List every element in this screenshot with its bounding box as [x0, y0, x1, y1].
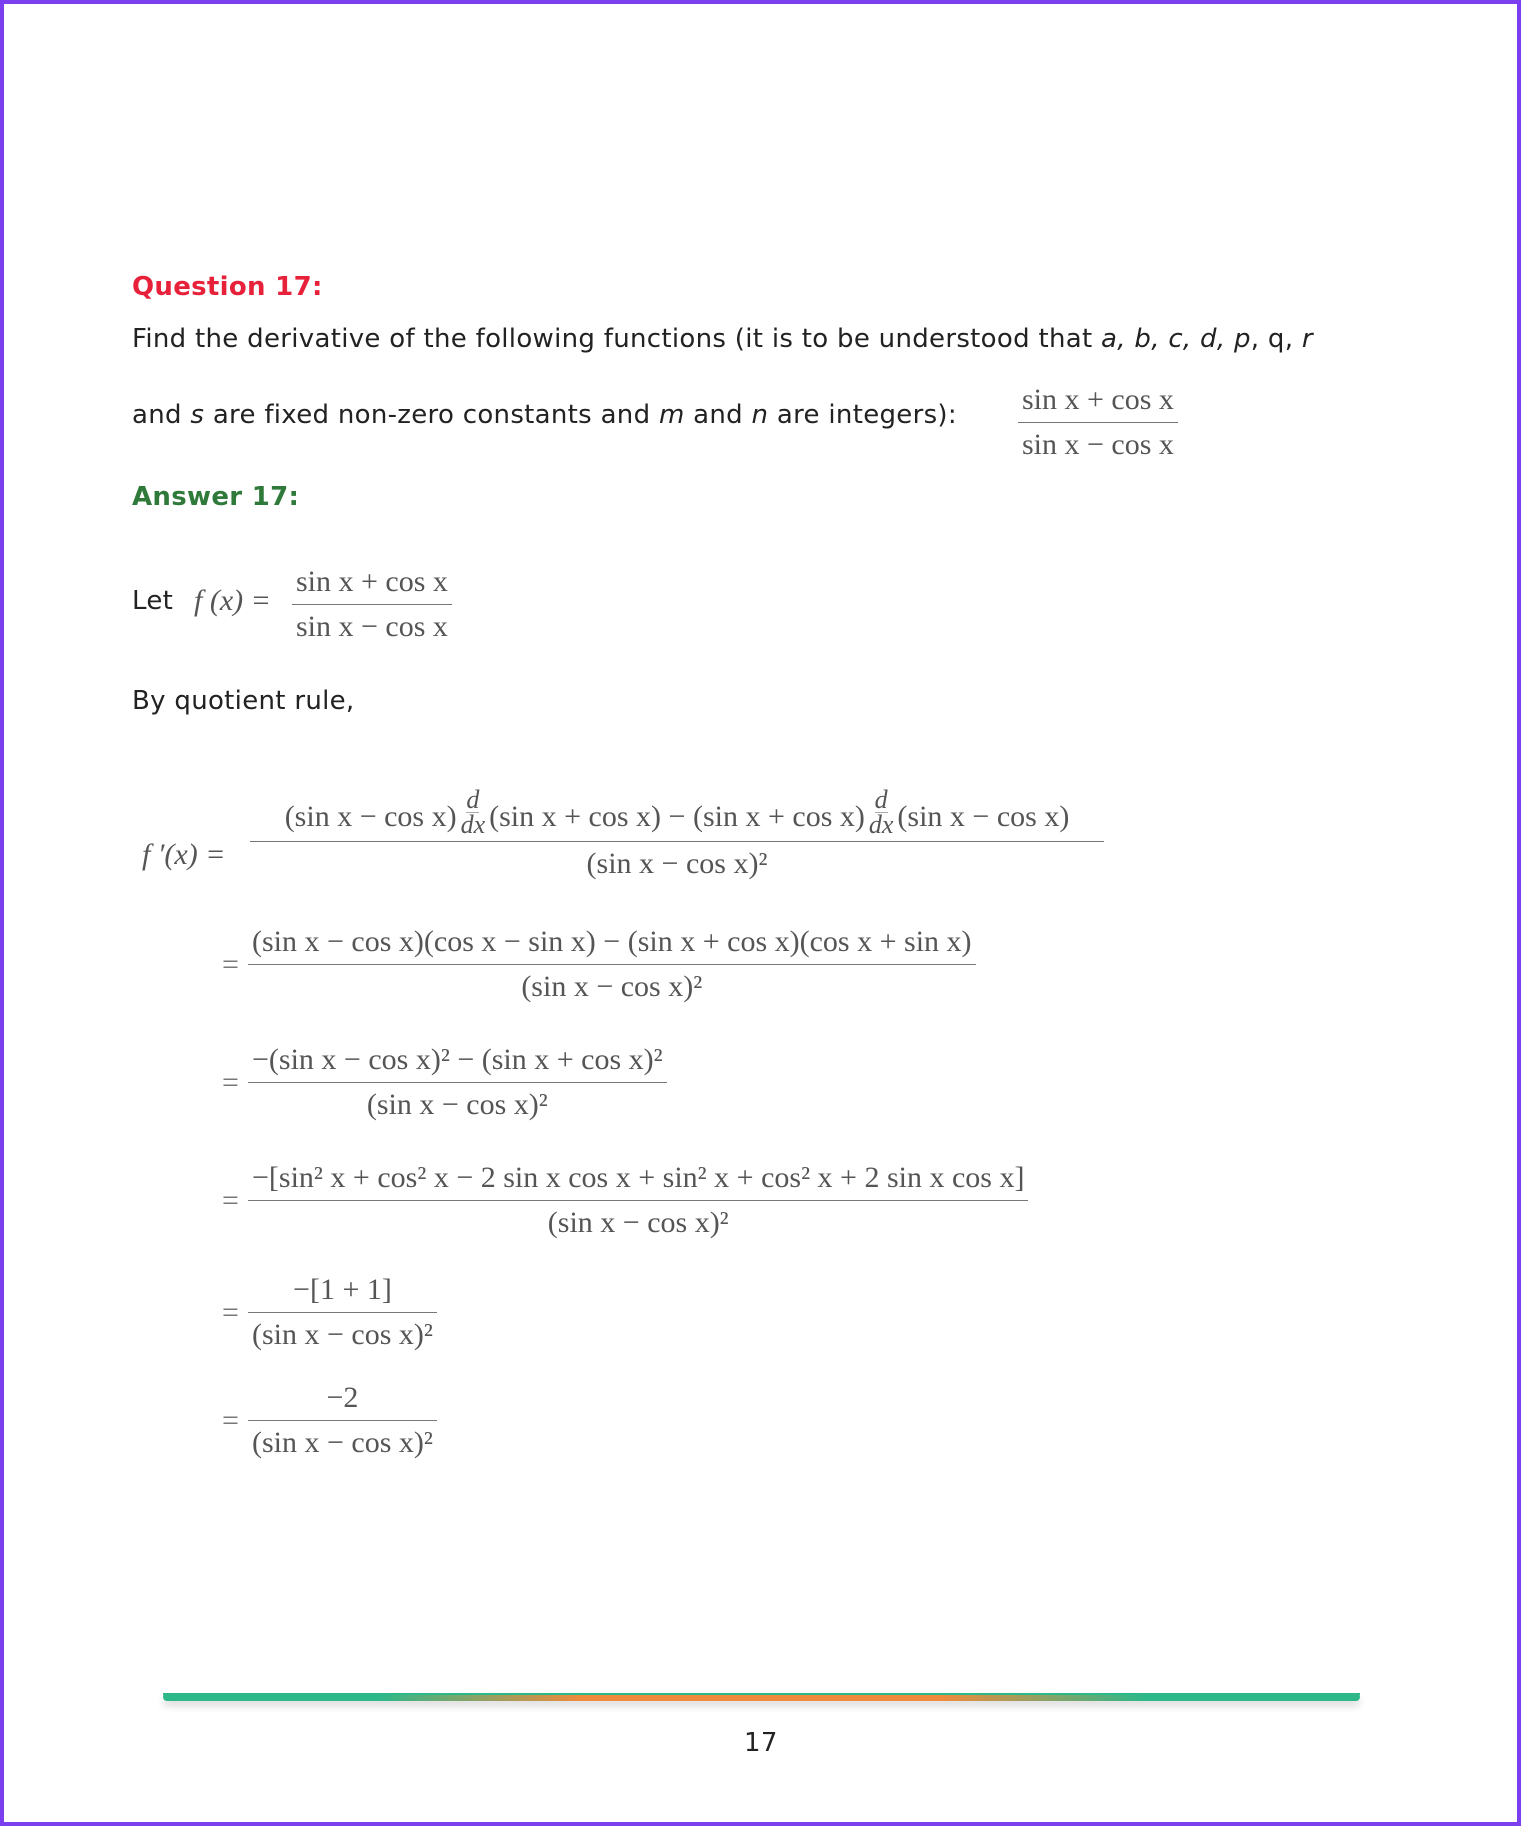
step-2-fraction — [248, 920, 976, 1009]
denominator: sin x − cos x — [296, 610, 448, 643]
question-heading: Question 17: — [132, 272, 323, 302]
text: a, b, c, d, p — [1101, 324, 1251, 354]
text: (sin x − cos x) — [284, 799, 457, 833]
text: and — [684, 400, 752, 430]
text: and — [132, 400, 191, 430]
denominator: (sin x − cos x)² — [547, 1206, 729, 1239]
text: Find the derivative of the following functions (it is to be understood that — [132, 324, 1102, 354]
let-lhs: f (x) = — [194, 584, 271, 617]
d-dx — [460, 785, 486, 839]
numerator: −2 — [326, 1381, 359, 1414]
text: are integers): — [768, 400, 957, 430]
text: n — [751, 400, 769, 430]
step-5-fraction — [248, 1268, 437, 1357]
text: s — [190, 400, 205, 430]
footer-divider — [163, 1693, 1360, 1701]
numerator: −(sin x − cos x)² − (sin x + cos x)² — [252, 1043, 663, 1076]
question-text-line1 — [132, 324, 1313, 354]
d: d — [874, 785, 888, 814]
numerator: −[sin² x + cos² x − 2 sin x cos x + sin² x + cos² x + 2 sin x cos x] — [252, 1161, 1025, 1194]
text: (sin x + cos x) − (sin x + cos x) — [489, 799, 865, 833]
denominator: sin x − cos x — [1022, 428, 1174, 461]
question-function-fraction — [1018, 378, 1178, 467]
equals-sign: = — [222, 1184, 239, 1217]
answer-heading: Answer 17: — [132, 482, 300, 512]
step-4-fraction — [248, 1156, 1028, 1245]
step-6-fraction — [248, 1376, 437, 1465]
denominator: (sin x − cos x)² — [586, 847, 768, 880]
numerator: sin x + cos x — [1022, 383, 1174, 416]
text: (sin x − cos x) — [897, 799, 1070, 833]
equals-sign: = — [222, 1066, 239, 1099]
dx: dx — [460, 810, 486, 839]
step-3-fraction — [248, 1038, 667, 1127]
page-number: 17 — [744, 1728, 778, 1758]
equals-sign: = — [222, 948, 239, 981]
numerator: sin x + cos x — [296, 565, 448, 598]
numerator — [281, 785, 1074, 841]
denominator: (sin x − cos x)² — [252, 1318, 433, 1351]
numerator: −[1 + 1] — [293, 1273, 392, 1306]
equals-sign: = — [222, 1296, 239, 1329]
equals-sign: = — [222, 1404, 239, 1437]
step-1-fraction — [250, 785, 1104, 886]
numerator: (sin x − cos x)(cos x − sin x) − (sin x + cos x)(cos x + sin x) — [252, 925, 972, 958]
text: are fixed non-zero constants and — [204, 400, 659, 430]
derivative-lhs: f ′(x) = — [142, 838, 226, 871]
quotient-rule-text: By quotient rule, — [132, 686, 355, 716]
let-label: Let — [132, 586, 174, 616]
denominator: (sin x − cos x)² — [366, 1088, 548, 1121]
d: d — [466, 785, 480, 814]
text: r — [1301, 324, 1313, 354]
let-fraction — [292, 560, 452, 649]
dx: dx — [868, 810, 894, 839]
denominator: (sin x − cos x)² — [252, 1426, 433, 1459]
text: , q, — [1250, 324, 1302, 354]
question-text-line2 — [132, 400, 957, 430]
denominator: (sin x − cos x)² — [521, 970, 703, 1003]
d-dx — [868, 785, 894, 839]
text: m — [658, 400, 685, 430]
